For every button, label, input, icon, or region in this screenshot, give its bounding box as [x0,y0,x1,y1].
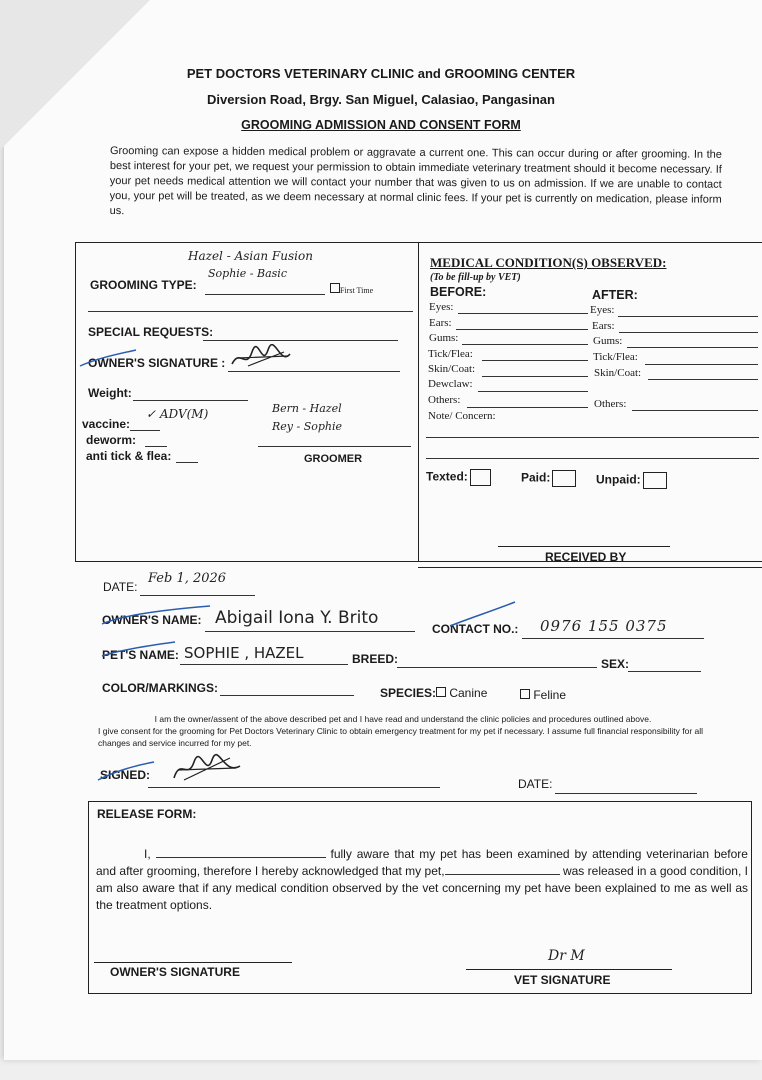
anti-tick-line [176,462,198,463]
before-skin-label: Skin/Coat: [428,363,476,375]
vaccine-value: ✓ ADV(M) [146,407,209,421]
first-time-option[interactable] [330,283,373,295]
groomer-label: GROOMER [304,453,363,465]
after-gums-line [627,347,758,348]
texted-checkbox[interactable] [470,469,491,486]
before-skin-line [482,376,588,377]
canine-checkbox[interactable] [436,687,446,697]
feline-label: Feline [533,688,567,702]
note-concern-label: Note/ Concern: [428,410,496,422]
before-ears-line [456,329,588,330]
color-markings-label: COLOR/MARKINGS: [102,681,218,695]
after-ears-line [619,332,758,333]
note-line-1 [426,437,759,438]
consent-line-2: I give consent for the grooming for Pet Doctors Veterinary Clinic to obtain emergency treatment for my pet if necessary. I assume full financial responsibility for all changes and service incurred for my pet. [98,726,704,748]
paid-checkbox[interactable] [552,470,576,487]
consent-date-line [555,793,697,794]
check-mark [78,348,138,372]
pet-name-line [180,664,348,665]
owner-signature-label: OWNER'S SIGNATURE : [88,356,226,370]
check-mark-signed [96,760,156,782]
date-label: DATE: [103,580,138,594]
after-skin-line [648,379,758,380]
box-divider [418,242,419,562]
anti-tick-label: anti tick & flea: [86,449,172,463]
release-paragraph [96,846,748,914]
before-gums-line [462,344,588,345]
unpaid-option[interactable] [596,472,667,489]
after-skin-label: Skin/Coat: [594,367,642,379]
breed-label: BREED: [352,652,399,666]
paid-option[interactable] [521,470,576,487]
vaccine-line [130,430,160,431]
species-label: SPECIES: [380,686,437,700]
release-text-2: was released in a good condition, I am also aware that if any medical condition observed by the vet concerning my pet have been explained to me as well as the treatment options. [96,864,748,912]
after-ears-label: Ears: [592,320,615,332]
after-label: AFTER: [592,288,638,302]
medical-subtitle: (To be fill-up by VET) [430,272,521,283]
pet-name-value: SOPHIE , HAZEL [184,644,304,662]
vaccine-label: vaccine: [82,417,131,431]
first-time-checkbox[interactable] [330,283,340,293]
canine-option[interactable] [436,686,487,700]
vet-sig-line [466,969,672,970]
release-owner-signature-label: OWNER'S SIGNATURE [110,965,240,979]
owner-name-label: OWNER'S NAME: [102,613,202,627]
release-pet-blank [445,874,560,875]
contact-label: CONTACT NO.: [432,622,519,636]
unpaid-checkbox[interactable] [643,472,667,489]
grooming-type-handwriting-2: Sophie - Basic [208,267,287,280]
owner-name-value: Abigail Iona Y. Brito [215,608,379,628]
weight-line [133,400,248,401]
check-marks-owner [100,598,620,628]
after-gums-label: Gums: [593,335,623,347]
groomer-line [258,446,411,447]
unpaid-label: Unpaid: [596,472,641,487]
paid-label: Paid: [521,470,551,485]
check-mark-pet [100,640,180,660]
grooming-type-label: GROOMING TYPE: [90,278,197,292]
signed-signature-scribble [170,752,245,784]
before-ears-label: Ears: [429,317,452,329]
dewclaw-line [478,391,588,392]
deworm-line [145,446,167,447]
special-requests-label: SPECIAL REQUESTS: [88,325,214,339]
received-by-line [498,546,670,547]
signed-line [148,787,440,788]
release-name-blank [156,857,326,858]
after-eyes-line [618,316,758,317]
after-tick-line [645,364,758,365]
texted-label: Texted: [426,469,468,484]
before-gums-label: Gums: [429,332,459,344]
after-others-line [632,410,758,411]
release-title: RELEASE FORM: [97,807,197,821]
owner-name-line [205,631,415,632]
owner-sig-line [94,962,292,963]
grooming-type-handwriting-1: Hazel - Asian Fusion [188,249,313,263]
consent-date-label: DATE: [518,777,553,791]
vet-signature-label: VET SIGNATURE [514,973,611,987]
vet-signature-handwriting: Dr M [548,948,585,964]
before-tick-line [482,360,588,361]
after-eyes-label: Eyes: [590,304,615,316]
owner-signature-scribble [228,344,298,372]
texted-option[interactable] [426,469,491,486]
feline-checkbox[interactable] [520,689,530,699]
form-title: GROOMING ADMISSION AND CONSENT FORM [241,118,521,132]
after-tick-label: Tick/Flea: [593,351,638,363]
owner-signature-line [228,371,400,372]
before-tick-label: Tick/Flea: [428,348,473,360]
color-line [220,695,354,696]
release-i: I, [144,847,156,861]
signed-label: SIGNED: [100,768,151,782]
groomer-handwriting-1: Bern - Hazel [272,402,342,415]
grooming-extra-line [88,311,413,312]
intro-paragraph: Grooming can expose a hidden medical problem or aggravate a current one. This can occur during or after grooming. In the best interest for your pet, we request your permission to obtain immediate veterinary treatment should it become necessary. If your pet needs medical attention we will contact your number that was given to us on admission. If we are unable to contact you, your pet will be treated, as we deem necessary at normal clinic fees. If your pet is currently on medication, please inform us. [109,144,722,218]
pet-name-label: PET'S NAME: [102,648,179,662]
first-time-label: First Time [340,286,374,295]
release-text-1: fully aware that my pet has been examined by attending veterinarian before and after grooming, therefore I hereby acknowledged that my pet, [96,847,748,878]
received-box-bottom [418,567,762,568]
before-others-line [467,407,588,408]
breed-line [397,667,597,668]
before-eyes-line [458,313,588,314]
grooming-type-line [205,294,325,295]
dewclaw-label: Dewclaw: [428,378,473,390]
date-line [140,595,255,596]
medical-title: MEDICAL CONDITION(S) OBSERVED: [430,255,667,270]
groomer-handwriting-2: Rey - Sophie [272,420,343,433]
received-by-label: RECEIVED BY [545,550,627,564]
date-value: Feb 1, 2026 [148,571,227,586]
contact-line [522,638,704,639]
note-line-2 [426,458,759,459]
special-requests-line [203,340,398,341]
consent-line-1: I am the owner/assent of the above described pet and I have read and understand the clinic policies and procedures outlined above. [154,714,652,724]
before-eyes-label: Eyes: [429,301,454,313]
sex-label: SEX: [601,657,630,671]
canine-label: Canine [449,686,488,700]
feline-option[interactable] [520,688,566,702]
after-others-label: Others: [594,398,627,410]
weight-label: Weight: [88,386,132,400]
clinic-name: PET DOCTORS VETERINARY CLINIC and GROOMING CENTER [186,66,576,81]
sex-line [628,671,701,672]
clinic-address: Diversion Road, Brgy. San Miguel, Calasiao, Pangasinan [207,92,555,107]
before-label: BEFORE: [430,285,487,299]
deworm-label: deworm: [86,433,137,447]
before-others-label: Others: [428,394,461,406]
contact-value: 0976 155 0375 [540,617,668,635]
